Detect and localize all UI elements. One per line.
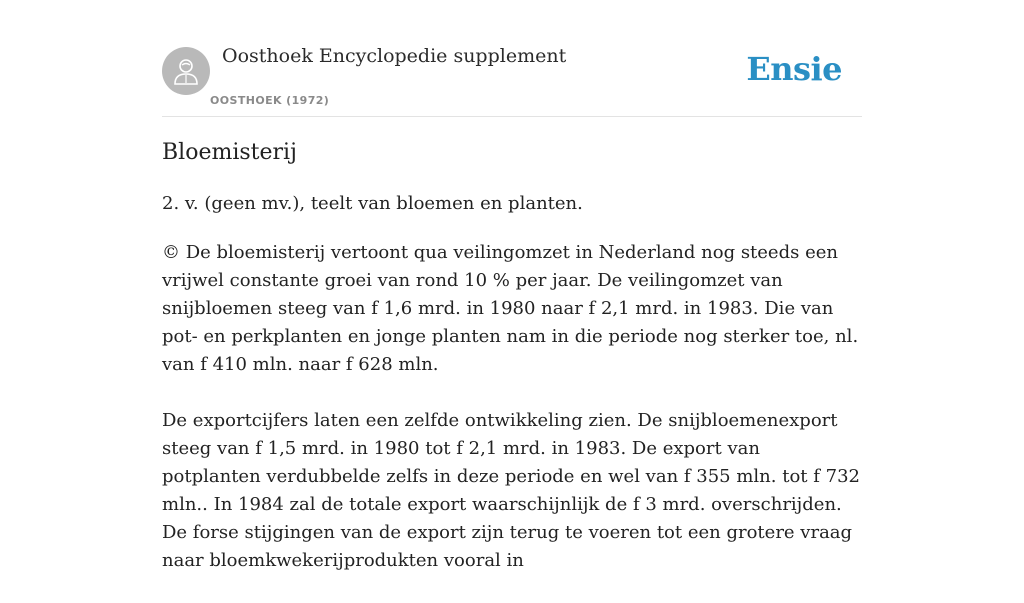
publisher-label: OOSTHOEK (1972) bbox=[210, 94, 330, 107]
entry-definition: 2. v. (geen mv.), teelt van bloemen en planten. bbox=[162, 193, 583, 214]
brand-logo[interactable]: Ensie bbox=[746, 50, 842, 88]
entry-body bbox=[162, 239, 862, 603]
book-title[interactable]: Oosthoek Encyclopedie supplement bbox=[222, 45, 567, 67]
avatar[interactable] bbox=[162, 47, 210, 95]
body-paragraph: © De bloemisterij vertoont qua veilingomzet in Nederland nog steeds een vrijwel constante groei van rond 10 % per jaar. De veilingomzet van snijbloemen steeg van f 1,6 mrd. in 1980 naar f 2,1 mrd. in 1983. Die van pot- en perkplanten en jonge planten nam in die periode nog sterker toe, nl. van f 410 mln. naar f 628 mln. bbox=[162, 242, 859, 375]
user-icon bbox=[173, 57, 199, 85]
page bbox=[162, 0, 862, 571]
entry-title: Bloemisterij bbox=[162, 140, 297, 165]
header bbox=[162, 0, 862, 117]
body-paragraph: De exportcijfers laten een zelfde ontwikkeling zien. De snijbloemenexport steeg van f 1,5 mrd. in 1980 tot f 2,1 mrd. in 1983. De export van potplanten verdubbelde zelfs in deze periode en wel van f 355 mln. tot f 732 mln.. In 1984 zal de totale export waarschijnlijk de f 3 mrd. overschrijden. De forse stijgingen van de export zijn terug te voeren tot een grotere vraag naar bloemkwekerijprodukten vooral in bbox=[162, 410, 860, 571]
